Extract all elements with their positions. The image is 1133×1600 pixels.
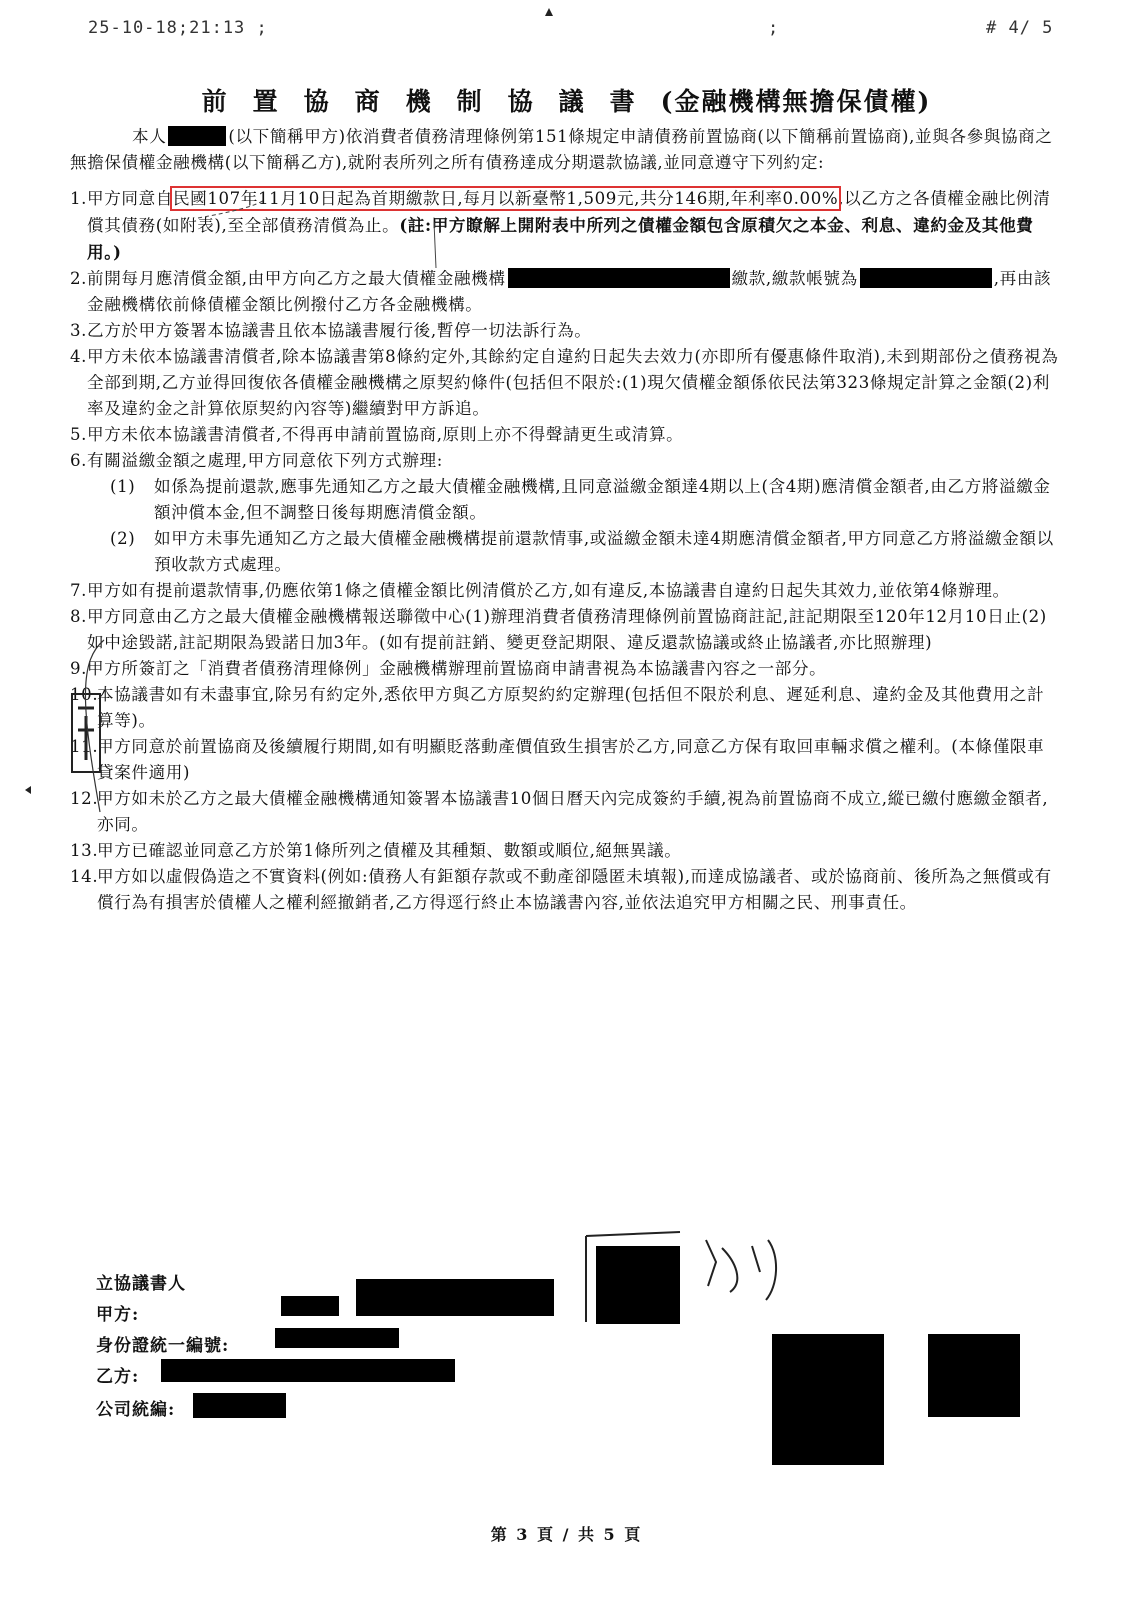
clause-number: 4. bbox=[70, 347, 88, 366]
clause-number: 6. bbox=[70, 451, 88, 470]
clause-1-lead: 甲方同意自 bbox=[87, 189, 173, 208]
title-main: 前置協商機制協議書 bbox=[201, 87, 661, 116]
fax-separator: ; bbox=[768, 18, 780, 38]
clause-number: 9. bbox=[70, 659, 88, 678]
fax-timestamp: 25-10-18;21:13 ; bbox=[88, 18, 268, 38]
clause-1-note: (註:甲方瞭解上開附表中所列之債權金額包含原積欠之本金、利息、違約金及其他費用。) bbox=[87, 215, 1034, 262]
clause-2-tail: ,再由該金融機構依前條債權金額比例撥付乙方各金融機構。 bbox=[87, 269, 1052, 314]
clause-number: 2. bbox=[70, 269, 88, 288]
clause-text: 甲方如未於乙方之最大債權金融機構通知簽署本協議書10個日曆天內完成簽約手續,視為前置協商不成立,縱已繳付應繳金額者,亦同。 bbox=[97, 789, 1049, 834]
company-number-label: 公司統編: bbox=[96, 1400, 176, 1420]
subclause-number: (1) bbox=[110, 477, 136, 496]
page-number-footer: 第 3 頁 / 共 5 頁 bbox=[490, 1525, 643, 1544]
clause-1-text: ,以乙方之各債權金融比例清償其債務(如附表),至全部債務清償為止。 bbox=[87, 189, 1051, 235]
clause-2-mid: 繳款,繳款帳號為 bbox=[731, 269, 858, 288]
clause-text: 甲方同意由乙方之最大債權金融機構報送聯徵中心(1)辦理消費者債務清理條例前置協商註記,註記期限至120年12月10日止(2)如中途毀諾,註記期限為毀諾日加3年。(如有提前註銷、變更登記期限、違反還款協議或終止協議者,亦比照辦理) bbox=[87, 607, 1047, 652]
clause-text: 甲方同意於前置協商及後續履行期間,如有明顯貶落動產價值致生損害於乙方,同意乙方保有取回車輛求償之權利。(本條僅限車貸案件適用) bbox=[97, 737, 1045, 782]
subclause-text: 如甲方未事先通知乙方之最大債權金融機構提前還款情事,或溢繳金額未達4期應清償金額者,甲方同意乙方將溢繳金額以預收款方式處理。 bbox=[154, 529, 1054, 574]
clause-text: 甲方未依本協議書清償者,除本協議書第8條約定外,其餘約定自違約日起失去效力(亦即所有優惠條件取消),未到期部份之債務視為全部到期,乙方並得回復依各債權金融機構之原契約條件(包括但不限於:(1)現欠債權金額係依民法第323條規定計算之金額(2)利率及違約金之計算依原契約內容等)繼續對甲方訴追。 bbox=[87, 347, 1059, 418]
clause-text: 甲方如以虛假偽造之不實資料(例如:債務人有鉅額存款或不動產卻隱匿未填報),而達成協議者、或於協商前、後所為之無償或有償行為有損害於債權人之權利經撤銷者,乙方得逕行終止本協議書內容,並依法追究甲方相關之民、刑事責任。 bbox=[97, 867, 1052, 912]
subclause-text: 如係為提前還款,應事先通知乙方之最大債權金融機構,且同意溢繳金額達4期以上(含4期)應清償金額者,由乙方將溢繳金額沖償本金,但不調整日後每期應清償金額。 bbox=[154, 477, 1051, 522]
pen-stroke bbox=[198, 200, 264, 218]
clause-text: 甲方未依本協議書清償者,不得再申請前置協商,原則上亦不得聲請更生或清算。 bbox=[87, 425, 684, 444]
party-b-label: 乙方: bbox=[96, 1367, 140, 1387]
clause-number: 5. bbox=[70, 425, 88, 444]
payment-terms-highlight: 民國107年11月10日起為首期繳款日,每月以新臺幣1,509元,共分146期,年利率0.00% bbox=[172, 189, 839, 208]
clause-number: 12. bbox=[70, 789, 99, 808]
clause-number: 14. bbox=[70, 867, 99, 886]
party-a-label: 甲方: bbox=[96, 1305, 140, 1325]
pen-stroke bbox=[434, 222, 436, 268]
clause-number: 1. bbox=[70, 189, 88, 208]
clause-number: 13. bbox=[70, 841, 99, 860]
clause-text: 有關溢繳金額之處理,甲方同意依下列方式辦理: bbox=[87, 451, 443, 470]
fax-marker-icon bbox=[25, 786, 31, 794]
seal-frame bbox=[586, 1232, 680, 1322]
clause-text: 甲方已確認並同意乙方於第1條所列之債權及其種類、數額或順位,絕無異議。 bbox=[97, 841, 682, 860]
clause-number: 3. bbox=[70, 321, 88, 340]
pen-stroke bbox=[85, 640, 104, 812]
id-number-label: 身份證統一編號: bbox=[96, 1336, 230, 1356]
intro-lead: 本人 bbox=[132, 127, 167, 146]
clause-text: 甲方如有提前還款情事,仍應依第1條之債權金額比例清償於乙方,如有違反,本協議書自違約日起失其效力,並依第4條辦理。 bbox=[87, 581, 1010, 600]
clause-number: 11. bbox=[70, 737, 99, 756]
intro-text: (以下簡稱甲方)依消費者債務清理條例第151條規定申請債務前置協商(以下簡稱前置協商),並與各參與協商之無擔保債權金融機構(以下簡稱乙方),就附表所列之所有債務達成分期還款協議,並同意遵守下列約定: bbox=[70, 127, 1053, 172]
clause-number: 7. bbox=[70, 581, 88, 600]
signatories-heading: 立協議書人 bbox=[96, 1274, 186, 1294]
clause-number: 10. bbox=[70, 685, 99, 704]
fax-page-number: # 4/ 5 bbox=[986, 18, 1054, 38]
clause-2-lead: 前開每月應清償金額,由甲方向乙方之最大債權金融機構 bbox=[87, 269, 506, 288]
clause-number: 8. bbox=[70, 607, 88, 626]
clause-text: 乙方於甲方簽署本協議書且依本協議書履行後,暫停一切法訴行為。 bbox=[87, 321, 592, 340]
subclause-number: (2) bbox=[110, 529, 136, 548]
handwritten-signature bbox=[706, 1240, 776, 1300]
fax-marker-icon bbox=[545, 8, 553, 16]
clause-text: 甲方所簽訂之「消費者債務清理條例」金融機構辦理前置協商申請書視為本協議書內容之一部分。 bbox=[87, 659, 827, 678]
title-suffix: (金融機構無擔保債權) bbox=[660, 87, 932, 116]
clause-text: 本協議書如有未盡事宜,除另有約定外,悉依甲方與乙方原契約約定辦理(包括但不限於利息、遲延利息、違約金及其他費用之計算等)。 bbox=[97, 685, 1045, 730]
